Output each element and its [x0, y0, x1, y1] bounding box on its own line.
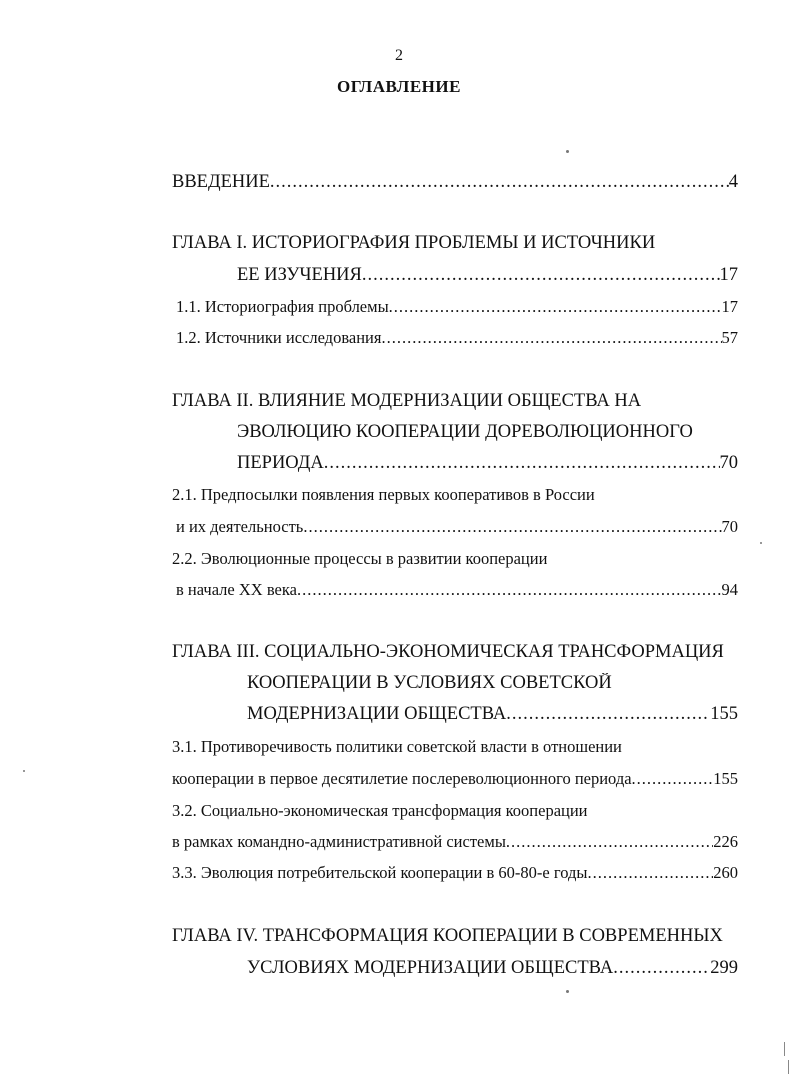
toc-chapter-1-title-end [237, 265, 738, 286]
toc-section-1-1 [176, 297, 738, 317]
toc-entry-text: УСЛОВИЯХ МОДЕРНИЗАЦИИ ОБЩЕСТВА [247, 958, 614, 978]
toc-section-3-1-line1: 3.1. Противоречивость политики советской власти в отношении [172, 737, 622, 756]
toc-chapter-3-title-end [247, 704, 738, 725]
toc-section-3-3 [172, 863, 738, 883]
toc-chapter-3-heading: ГЛАВА III. СОЦИАЛЬНО-ЭКОНОМИЧЕСКАЯ ТРАНСФОРМАЦИЯ [172, 642, 724, 662]
toc-page-number: 57 [721, 328, 738, 347]
toc-chapter-4-title-end [247, 958, 738, 979]
toc-entry-text: 3.3. Эволюция потребительской кооперации в 60-80-е годы [172, 863, 588, 882]
dot-leader [324, 453, 720, 474]
toc-entry-text: ПЕРИОДА [237, 453, 324, 473]
dot-leader [297, 580, 722, 600]
toc-page-number: 260 [713, 863, 738, 882]
toc-section-2-1 [176, 517, 738, 537]
scan-speck [566, 150, 569, 153]
toc-section-2-2 [176, 580, 738, 600]
toc-page-number: 70 [721, 517, 738, 536]
toc-page-number: 299 [710, 958, 738, 978]
toc-section-2-1-line1: 2.1. Предпосылки появления первых кооперативов в России [172, 485, 595, 504]
dot-leader [632, 769, 714, 789]
scan-mark [788, 1060, 789, 1074]
page-title: ОГЛАВЛЕНИЕ [337, 77, 461, 96]
toc-entry-text: ВВЕДЕНИЕ [172, 172, 270, 192]
toc-chapter-2-heading: ГЛАВА II. ВЛИЯНИЕ МОДЕРНИЗАЦИИ ОБЩЕСТВА НА [172, 391, 642, 411]
toc-page-number: 17 [721, 297, 738, 316]
scan-mark [784, 1042, 785, 1056]
toc-page-number: 226 [713, 832, 738, 851]
toc-entry-text: в рамках командно-административной системы [172, 832, 506, 851]
dot-leader [506, 832, 713, 852]
dot-leader [362, 265, 720, 286]
dot-leader [613, 958, 710, 979]
toc-page-number: 155 [713, 769, 738, 788]
dot-leader [303, 517, 721, 537]
page-number: 2 [395, 47, 403, 64]
scan-speck [23, 770, 25, 772]
toc-chapter-2-title-line2: ЭВОЛЮЦИЮ КООПЕРАЦИИ ДОРЕВОЛЮЦИОННОГО [237, 422, 693, 442]
toc-entry-text: МОДЕРНИЗАЦИИ ОБЩЕСТВА [247, 704, 507, 724]
toc-entry-text: ЕЕ ИЗУЧЕНИЯ [237, 265, 362, 285]
scan-speck [760, 542, 762, 544]
toc-section-2-2-line1: 2.2. Эволюционные процессы в развитии кооперации [172, 549, 548, 568]
toc-page-number: 70 [719, 453, 738, 473]
toc-page-number: 4 [728, 172, 738, 192]
scan-speck [566, 990, 569, 993]
toc-page-number: 155 [710, 704, 738, 724]
toc-section-3-2 [172, 832, 738, 852]
toc-chapter-3-title-line2: КООПЕРАЦИИ В УСЛОВИЯХ СОВЕТСКОЙ [247, 673, 612, 693]
toc-entry-text: 1.2. Источники исследования [176, 328, 382, 347]
dot-leader [270, 172, 729, 193]
toc-page-number: 94 [721, 580, 738, 599]
toc-chapter-4-heading: ГЛАВА IV. ТРАНСФОРМАЦИЯ КООПЕРАЦИИ В СОВРЕМЕННЫХ [172, 926, 723, 946]
toc-section-1-2 [176, 328, 738, 348]
dot-leader [389, 297, 722, 317]
toc-page-number: 17 [719, 265, 738, 285]
toc-chapter-2-title-end [237, 453, 738, 474]
toc-section-3-2-line1: 3.2. Социально-экономическая трансформация кооперации [172, 801, 588, 820]
toc-chapter-1-heading: ГЛАВА I. ИСТОРИОГРАФИЯ ПРОБЛЕМЫ И ИСТОЧНИКИ [172, 233, 656, 253]
toc-entry-text: в начале XX века [176, 580, 297, 599]
toc-entry-text: 1.1. Историография проблемы [176, 297, 389, 316]
toc-entry-intro [172, 172, 738, 193]
dot-leader [587, 863, 713, 883]
toc-entry-text: кооперации в первое десятилетие послереволюционного периода [172, 769, 632, 788]
dot-leader [506, 704, 710, 725]
dot-leader [381, 328, 721, 348]
toc-entry-text: и их деятельность [176, 517, 304, 536]
toc-section-3-1 [172, 769, 738, 789]
